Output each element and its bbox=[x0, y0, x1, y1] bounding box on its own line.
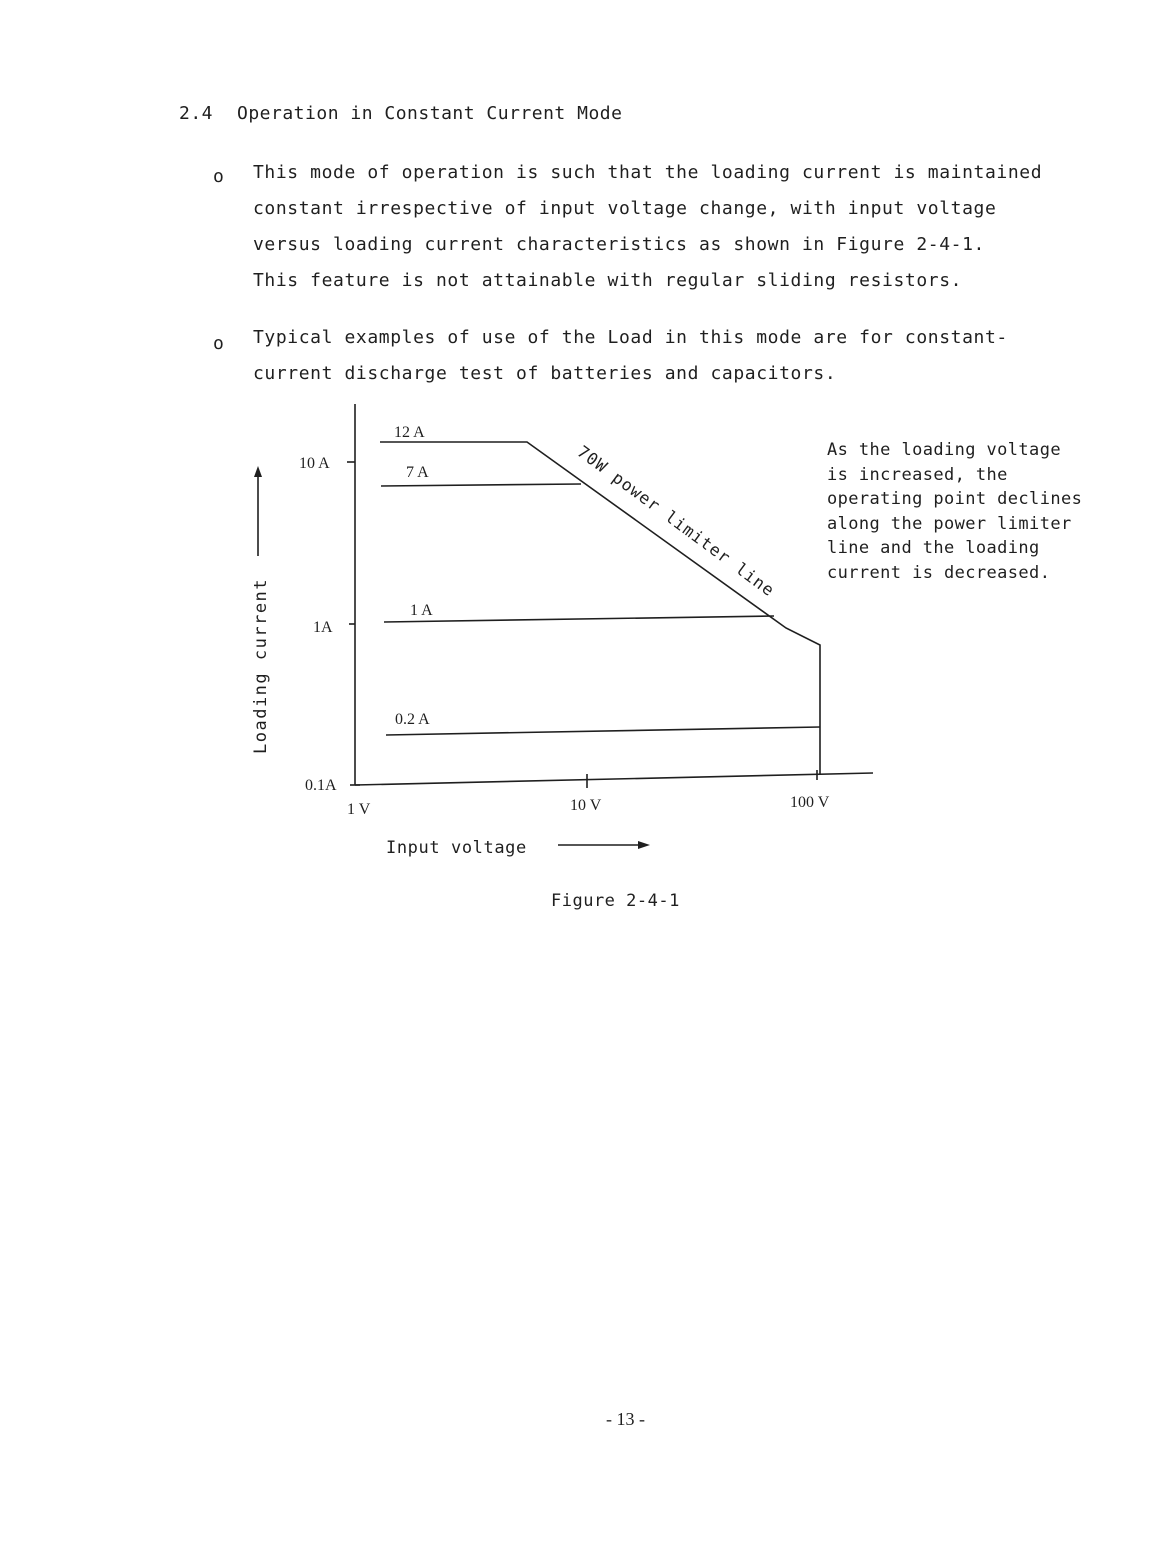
power-limiter-annotation: 70W power limiter line bbox=[573, 441, 779, 601]
series-1a-line bbox=[384, 616, 774, 622]
section-number: 2.4 bbox=[179, 103, 214, 124]
paragraph-line: versus loading current characteristics as shown in Figure 2-4-1. bbox=[253, 234, 985, 255]
figure-caption: Figure 2-4-1 bbox=[551, 891, 680, 911]
x-arrow-head bbox=[638, 841, 650, 849]
note-line: along the power limiter bbox=[827, 513, 1072, 534]
figure-note bbox=[827, 438, 1082, 585]
series-label-7a: 7 A bbox=[406, 464, 429, 481]
bullet-marker: o bbox=[213, 333, 224, 354]
x-tick-label: 10 V bbox=[570, 797, 602, 814]
note-line: As the loading voltage bbox=[827, 440, 1061, 460]
note-line: line and the loading bbox=[827, 538, 1040, 558]
series-label-02a: 0.2 A bbox=[395, 711, 430, 728]
x-axis-line bbox=[355, 773, 873, 785]
x-tick-label: 100 V bbox=[790, 794, 830, 811]
series-02a-line bbox=[386, 727, 820, 735]
paragraph-line: Typical examples of use of the Load in this mode are for constant- bbox=[253, 327, 1008, 348]
series-7a-line bbox=[381, 484, 581, 486]
series-label-12a: 12 A bbox=[394, 424, 425, 441]
y-tick-label: 1A bbox=[313, 619, 333, 636]
section-title: Operation in Constant Current Mode bbox=[237, 103, 623, 124]
page-number: - 13 - bbox=[606, 1409, 645, 1429]
x-axis-label: Input voltage bbox=[386, 838, 527, 858]
note-line: operating point declines bbox=[827, 489, 1083, 509]
paragraph-line: This feature is not attainable with regular sliding resistors. bbox=[253, 270, 963, 291]
note-line: is increased, the bbox=[827, 464, 1008, 485]
paragraph-line: current discharge test of batteries and capacitors. bbox=[253, 363, 837, 384]
series-label-1a: 1 A bbox=[410, 602, 433, 619]
bullet-marker: o bbox=[213, 166, 224, 187]
x-tick-label: 1 V bbox=[347, 801, 371, 818]
y-axis-label: Loading current bbox=[251, 577, 271, 754]
note-line: current is decreased. bbox=[827, 562, 1051, 583]
paragraph-line: This mode of operation is such that the loading current is maintained bbox=[253, 162, 1043, 183]
y-tick-label: 10 A bbox=[299, 455, 330, 472]
paragraph-line: constant irrespective of input voltage change, with input voltage bbox=[253, 198, 997, 219]
y-arrow-head bbox=[254, 466, 262, 477]
y-tick-label: 0.1A bbox=[305, 777, 337, 794]
series-12a-line bbox=[380, 442, 820, 774]
